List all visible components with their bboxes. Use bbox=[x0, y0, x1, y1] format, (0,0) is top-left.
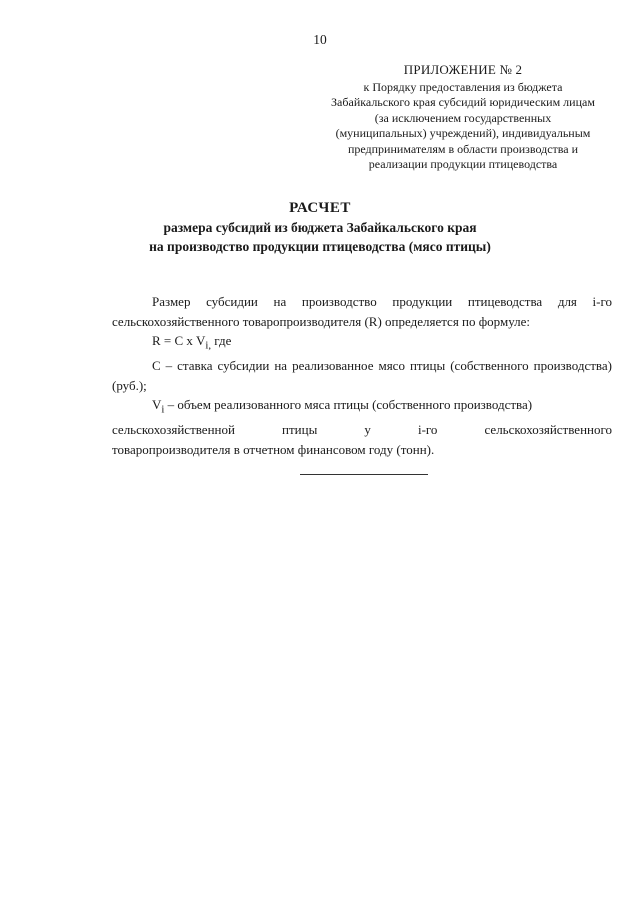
page-number: 10 bbox=[313, 32, 327, 47]
appendix-line: Забайкальского края субсидий юридическим лицам bbox=[331, 95, 595, 109]
heading-subtitle-line-1: размера субсидий из бюджета Забайкальского края bbox=[163, 220, 477, 235]
v-subscript: i bbox=[161, 403, 165, 416]
document-body bbox=[112, 292, 612, 459]
formula-suffix: где bbox=[211, 333, 232, 348]
v-definition-line-3: товаропроизводителя в отчетном финансовом году (тонн). bbox=[112, 441, 435, 457]
appendix-line: (за исключением государственных bbox=[374, 110, 552, 125]
appendix-line: (муниципальных) учреждений), индивидуальным bbox=[335, 126, 591, 140]
heading-title: РАСЧЕТ bbox=[289, 200, 351, 216]
appendix-block bbox=[322, 62, 604, 173]
formula-line bbox=[112, 331, 612, 356]
c-definition: С – ставка субсидии на реализованное мясо птицы (собственного производства) (руб.); bbox=[112, 358, 612, 393]
appendix-line: к Порядку предоставления из бюджета bbox=[363, 79, 563, 94]
v-definition-line-2: сельскохозяйственной птицы у i-го сельскохозяйственного bbox=[112, 422, 612, 438]
appendix-line: реализации продукции птицеводства bbox=[368, 157, 558, 171]
formula-subscript: i, bbox=[205, 339, 212, 352]
v-symbol: V bbox=[152, 397, 162, 413]
appendix-title: ПРИЛОЖЕНИЕ № 2 bbox=[403, 62, 523, 77]
document-heading bbox=[0, 198, 640, 256]
v-definition-text: – объем реализованного мяса птицы (собственного производства) bbox=[164, 397, 533, 413]
intro-paragraph: Размер субсидии на производство продукции птицеводства для i-го сельскохозяйственного товаропроизводителя (R) определяется по формуле: bbox=[112, 294, 612, 329]
formula-prefix: R = C x V bbox=[152, 333, 206, 348]
appendix-line: предпринимателям в области производства и bbox=[347, 141, 579, 156]
closing-separator-line bbox=[300, 474, 428, 475]
v-definition-line-1 bbox=[112, 395, 612, 420]
heading-subtitle-line-2: на производство продукции птицеводства (мясо птицы) bbox=[149, 239, 491, 254]
